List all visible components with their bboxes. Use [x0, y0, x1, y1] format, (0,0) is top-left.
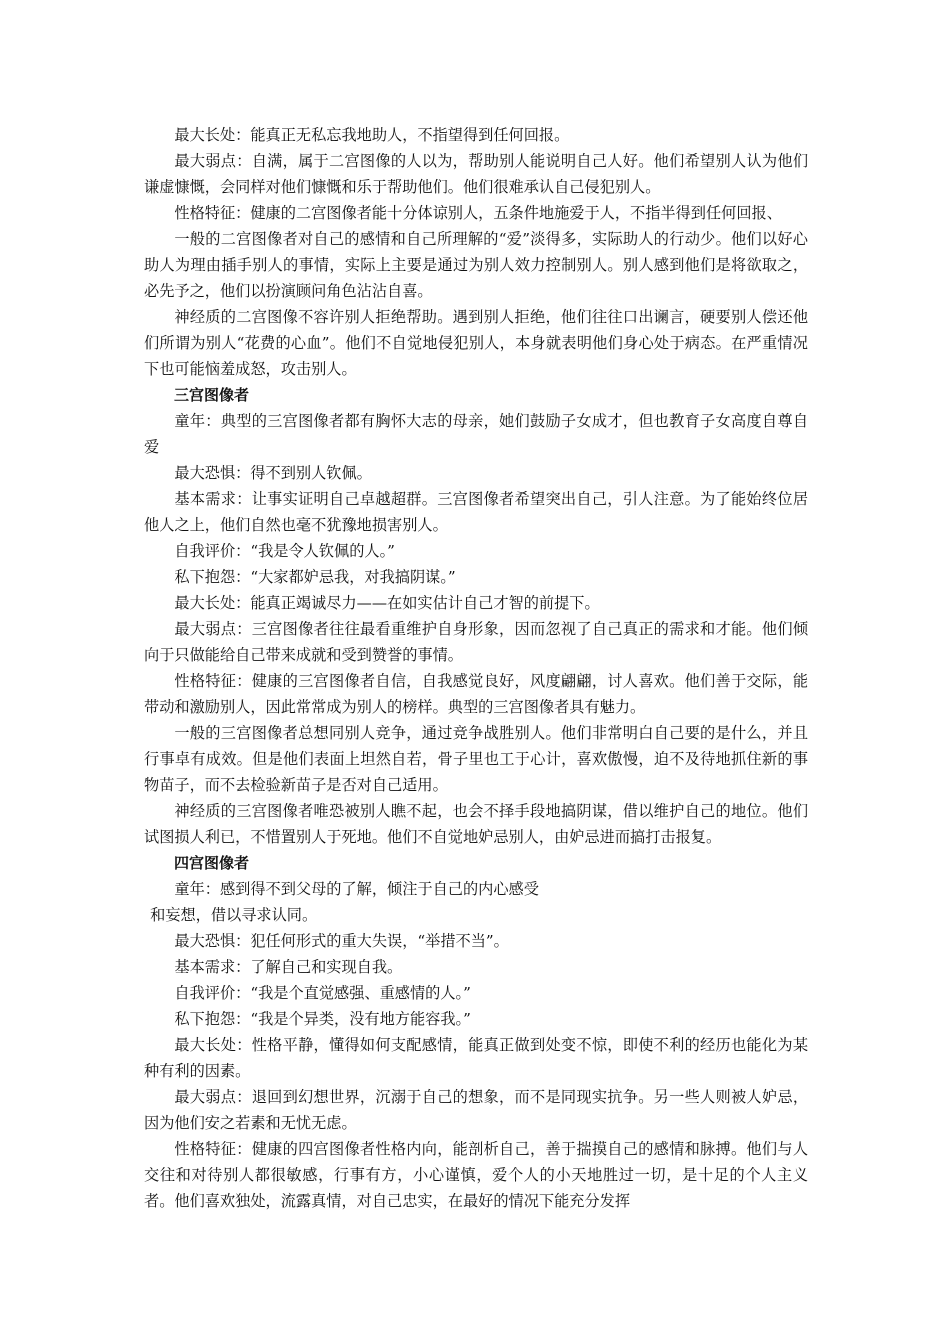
section-heading-type-4: 四宫图像者: [174, 854, 250, 872]
paragraph-weakness-4: 最大弱点：退回到幻想世界，沉溺于自己的想象，而不是同现实抗争。另一些人则被人妒忌，因为他们安之若素和无忧无虑。: [144, 1088, 808, 1132]
paragraph-childhood-4-continued: 和妄想，借以寻求认同。: [150, 906, 318, 924]
paragraph-self-eval-3: 自我评价：“我是令人钦佩的人。”: [174, 542, 395, 560]
paragraph-weakness-2: 最大弱点：自满，属于二宫图像的人以为，帮助别人能说明自己人好。他们希望别人认为他们谦虚慷慨，会同样对他们慷慨和乐于帮助他们。他们很难承认自己侵犯别人。: [144, 152, 808, 196]
paragraph-neurotic-3: 神经质的三宫图像者唯恐被别人瞧不起，也会不择手段地搞阴谋，借以维护自己的地位。他们试图损人利已，不惜置别人于死地。他们不自觉地妒忌别人，由妒忌进而搞打击报复。: [144, 802, 808, 846]
paragraph-traits-4: 性格特征：健康的四宫图像者性格内向，能剖析自己，善于揣摸自己的感情和脉搏。他们与人交往和对待别人都很敏感，行事有方，小心谨慎，爱个人的小天地胜过一切，是十足的个人主义者。他们喜欢独处，流露真情，对自己忠实，在最好的情况下能充分发挥: [144, 1140, 808, 1210]
paragraph-strength-3: 最大长处：能真正竭诚尽力——在如实估计自己才智的前提下。: [174, 594, 600, 612]
paragraph-self-eval-4: 自我评价：“我是个直觉感强、重感情的人。”: [174, 984, 471, 1002]
section-heading-type-3: 三宫图像者: [174, 386, 250, 404]
paragraph-complaint-3: 私下抱怨：“大家都妒忌我，对我搞阴谋。”: [174, 568, 456, 586]
paragraph-neurotic-2: 神经质的二宫图像不容许别人拒绝帮助。遇到别人拒绝，他们往往口出谰言，硬要别人偿还他们所谓为别人“花费的心血”。他们不自觉地侵犯别人，本身就表明他们身心处于病态。在严重情况下也可能恼羞成怒，攻击别人。: [144, 308, 808, 378]
paragraph-traits-2: 性格特征：健康的二宫图像者能十分体谅别人，五条件地施爱于人，不指半得到任何回报、: [174, 204, 782, 222]
paragraph-average-2: 一般的二宫图像者对自己的感情和自己所理解的“爱”淡得多，实际助人的行动少。他们以好心助人为理由插手别人的事情，实际上主要是通过为别人效力控制别人。别人感到他们是将欲取之，必先予之，他们以扮演顾问角色沾沾自喜。: [144, 230, 808, 300]
paragraph-need-3: 基本需求：让事实证明自己卓越超群。三宫图像者希望突出自己，引人注意。为了能始终位居他人之上，他们自然也毫不犹豫地损害别人。: [144, 490, 808, 534]
paragraph-fear-4: 最大恐惧：犯任何形式的重大失误，“举措不当”。: [174, 932, 509, 950]
paragraph-average-3: 一般的三宫图像者总想同别人竞争，通过竞争战胜别人。他们非常明白自己要的是什么，并且行事卓有成效。但是他们表面上坦然自若，骨子里也工于心计，喜欢傲慢，迫不及待地抓住新的事物苗子，而不去检验新苗子是否对自己适用。: [144, 724, 808, 794]
paragraph-strength-2: 最大长处：能真正无私忘我地助人，不指望得到任何回报。: [174, 126, 570, 144]
paragraph-strength-4: 最大长处：性格平静，懂得如何支配感情，能真正做到处变不惊，即使不利的经历也能化为某种有利的因素。: [144, 1036, 808, 1080]
paragraph-complaint-4: 私下抱怨：“我是个异类，没有地方能容我。”: [174, 1010, 471, 1028]
document-page: [144, 122, 808, 1214]
paragraph-weakness-3: 最大弱点：三宫图像者往往最看重维护自身形象，因而忽视了自己真正的需求和才能。他们倾向于只做能给自己带来成就和受到赞誉的事情。: [144, 620, 808, 664]
paragraph-traits-3: 性格特征：健康的三宫图像者自信，自我感觉良好，风度翩翩，讨人喜欢。他们善于交际，能带动和激励别人，因此常常成为别人的榜样。典型的三宫图像者具有魅力。: [144, 672, 808, 716]
paragraph-fear-3: 最大恐惧：得不到别人钦佩。: [174, 464, 372, 482]
paragraph-childhood-3: 童年：典型的三宫图像者都有胸怀大志的母亲，她们鼓励子女成才，但也教育子女高度自尊自爱: [144, 412, 808, 456]
paragraph-childhood-4: 童年：感到得不到父母的了解，倾注于自己的内心感受: [174, 880, 539, 898]
paragraph-need-4: 基本需求：了解自己和实现自我。: [174, 958, 403, 976]
